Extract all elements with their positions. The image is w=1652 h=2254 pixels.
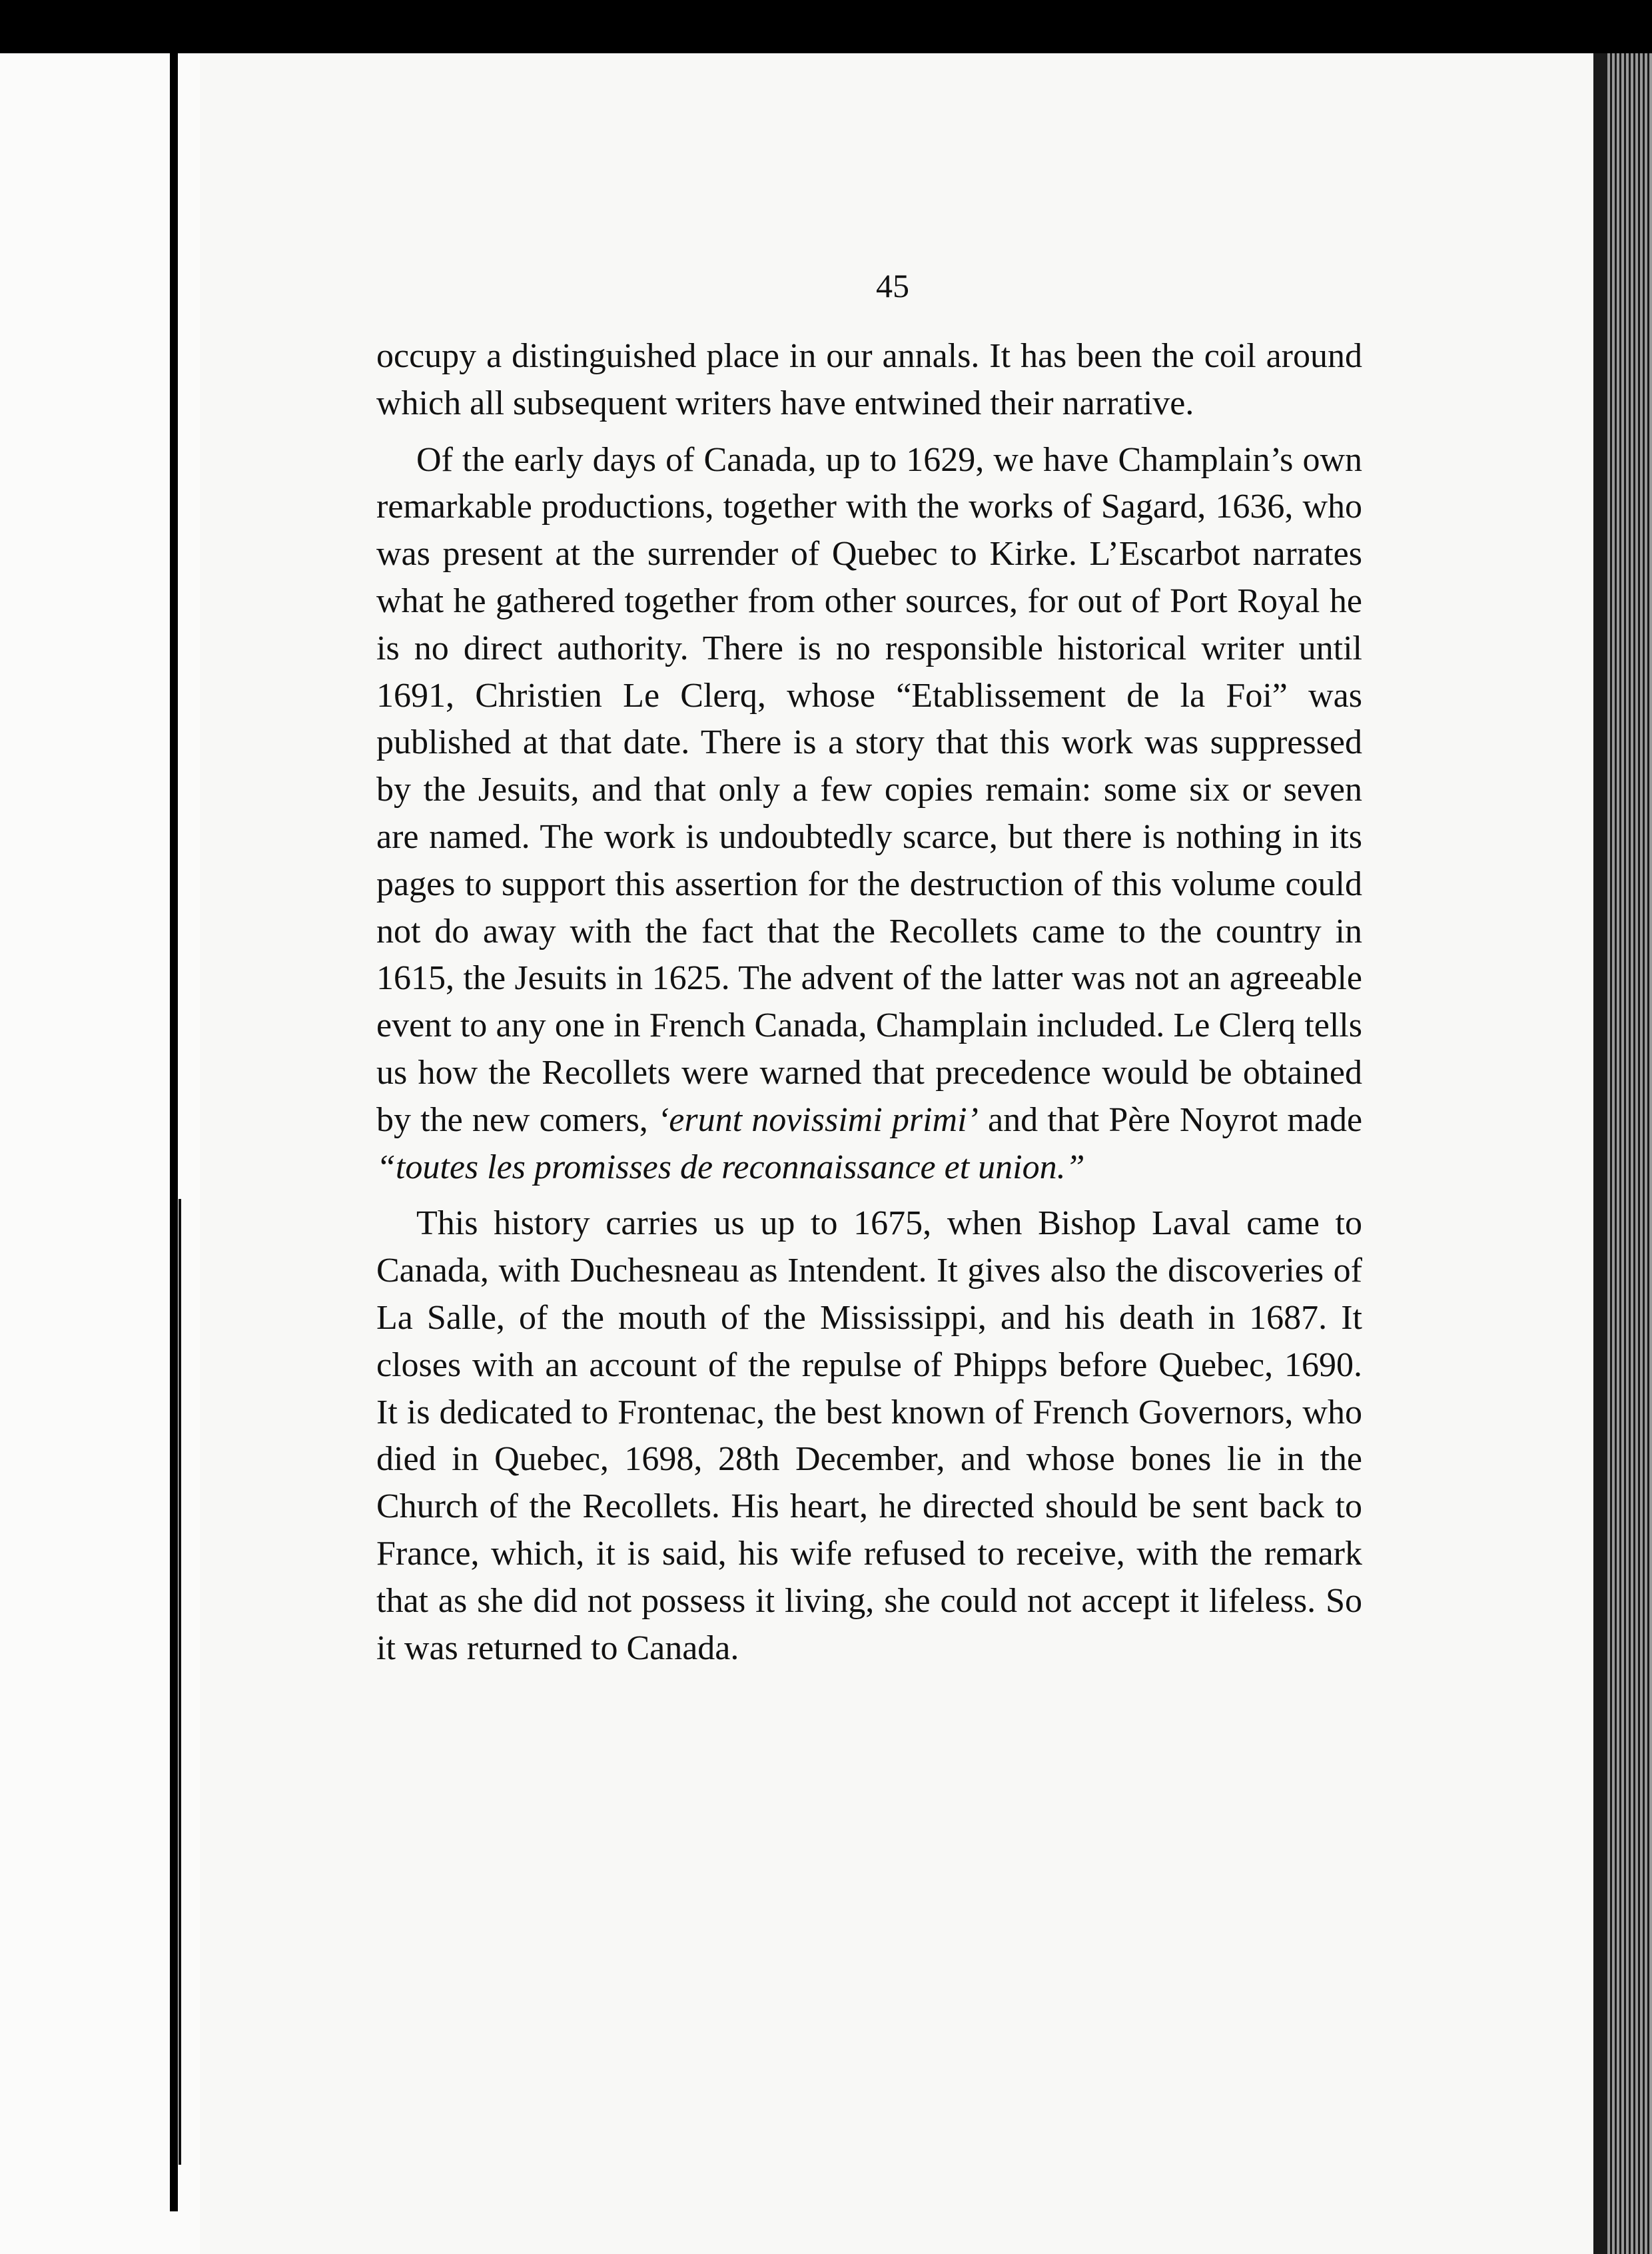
book-spine-edge	[170, 47, 178, 2211]
body-text	[376, 333, 1362, 1672]
page-stack-edge	[1605, 53, 1652, 2254]
paragraph-2	[376, 437, 1362, 1192]
paragraph-3: This history carries us up to 1675, when Bishop Laval came to Canada, with Duchesneau as Intendent. It gives also the discoveries of La Salle, of the mouth of the Mississippi, and his death in 1687. It closes with an account of the repulse of Phipps before Quebec, 1690. It is dedicated to Frontenac, the best known of French Governors, who died in Quebec, 1698, 28th December, and whose bones lie in the Church of the Recollets. His heart, he directed should be sent back to France, which, it is said, his wife refused to receive, with the remark that as she did not possess it living, she could not accept it lifeless. So it was returned to Canada.	[376, 1204, 1362, 1667]
page-right-shadow	[1593, 53, 1605, 2254]
french-quote: “toutes les promisses de reconnaissance et union.”	[376, 1148, 1085, 1186]
page-number: 45	[876, 267, 909, 304]
paragraph-1: occupy a distinguished place in our annals. It has been the coil around which all subsequent writers have entwined their narrative.	[376, 337, 1362, 422]
book-spine-shadow	[179, 1199, 181, 2165]
paragraph-2-text-c: and that Père Noyrot made	[988, 1100, 1363, 1139]
scanner-top-border	[0, 0, 1652, 53]
paragraph-2-text-a: Of the early days of Canada, up to 1629, we have Champlain’s own remarkable productions, together with the works of Sagard, 1636, who was present at the surrender of Quebec to Kirke. L’Escarbot narrates what he gathered together from other sources, for out of Port Royal he is no direct authority. There is no responsible historical writer until 1691, Christien Le Clerq, whose “Etablissement de la Foi” was published at that date. There is a story that this work was suppressed by the Jesuits, and that only a few copies remain: some six or seven are named. The work is undoubtedly scarce, but there is nothing in its pages to support this assertion for the destruction of this volume could not do away with the fact that the Recollets came to the country in 1615, the Jesuits in 1625. The advent of the latter was not an agreeable event to any one in French Canada, Champlain included. Le Clerq tells us how the Recollets were warned that precedence would be obtained by the new comers,	[376, 440, 1362, 1139]
latin-quote: ‘erunt novissimi primi’	[657, 1100, 979, 1139]
